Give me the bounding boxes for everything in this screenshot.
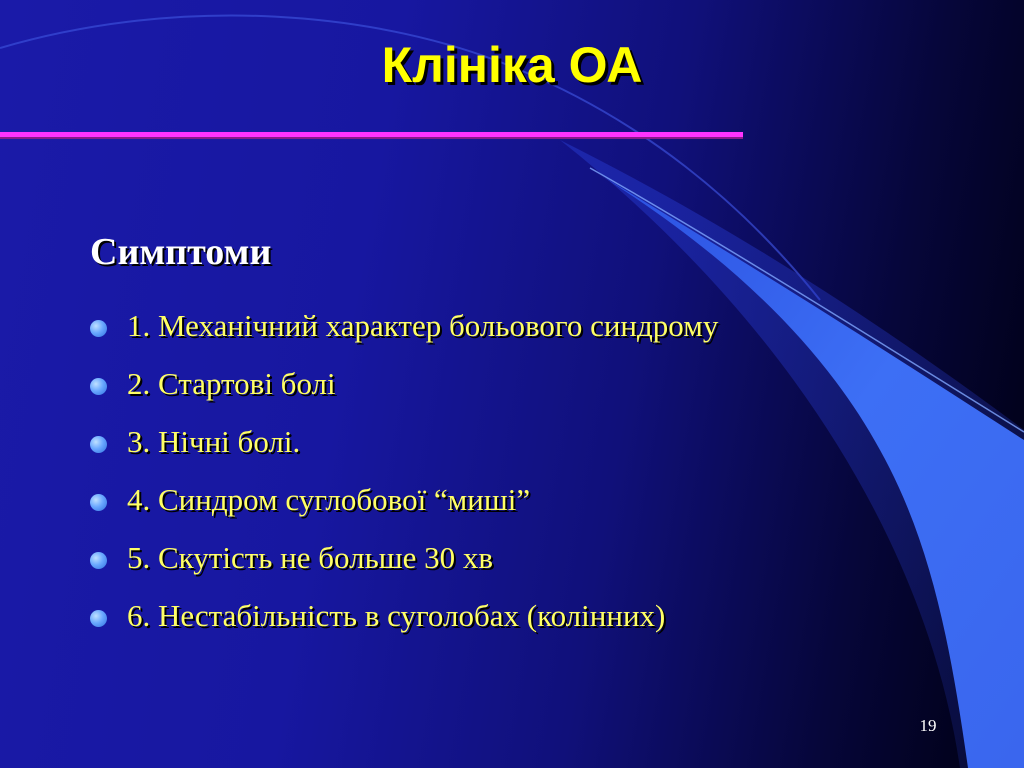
list-item-text: 4. Синдром суглобової “миші” xyxy=(127,482,531,517)
bullet-icon xyxy=(90,552,107,569)
bullet-icon xyxy=(90,378,107,395)
list-item xyxy=(90,302,718,360)
bullet-icon xyxy=(90,610,107,627)
symptom-list xyxy=(90,302,718,650)
bullet-icon xyxy=(90,494,107,511)
list-item-text: 3. Нічні болі. xyxy=(127,424,301,459)
section-heading: Симптоми xyxy=(90,231,272,273)
slide-title: Клініка ОА xyxy=(381,37,643,93)
list-item-text: 2. Стартові болі xyxy=(127,366,336,401)
bullet-icon xyxy=(90,320,107,337)
list-item-text: 5. Скутість не больше 30 хв xyxy=(127,540,493,575)
title-underline xyxy=(0,132,743,137)
list-item xyxy=(90,418,718,476)
list-item xyxy=(90,592,718,650)
list-item xyxy=(90,534,718,592)
list-item xyxy=(90,476,718,534)
slide-number: 19 xyxy=(919,716,937,735)
bullet-icon xyxy=(90,436,107,453)
list-item xyxy=(90,360,718,418)
list-item-text: 1. Механічний характер больового синдрому xyxy=(127,308,719,343)
list-item-text: 6. Нестабільність в суголобах (колінних) xyxy=(127,598,666,633)
